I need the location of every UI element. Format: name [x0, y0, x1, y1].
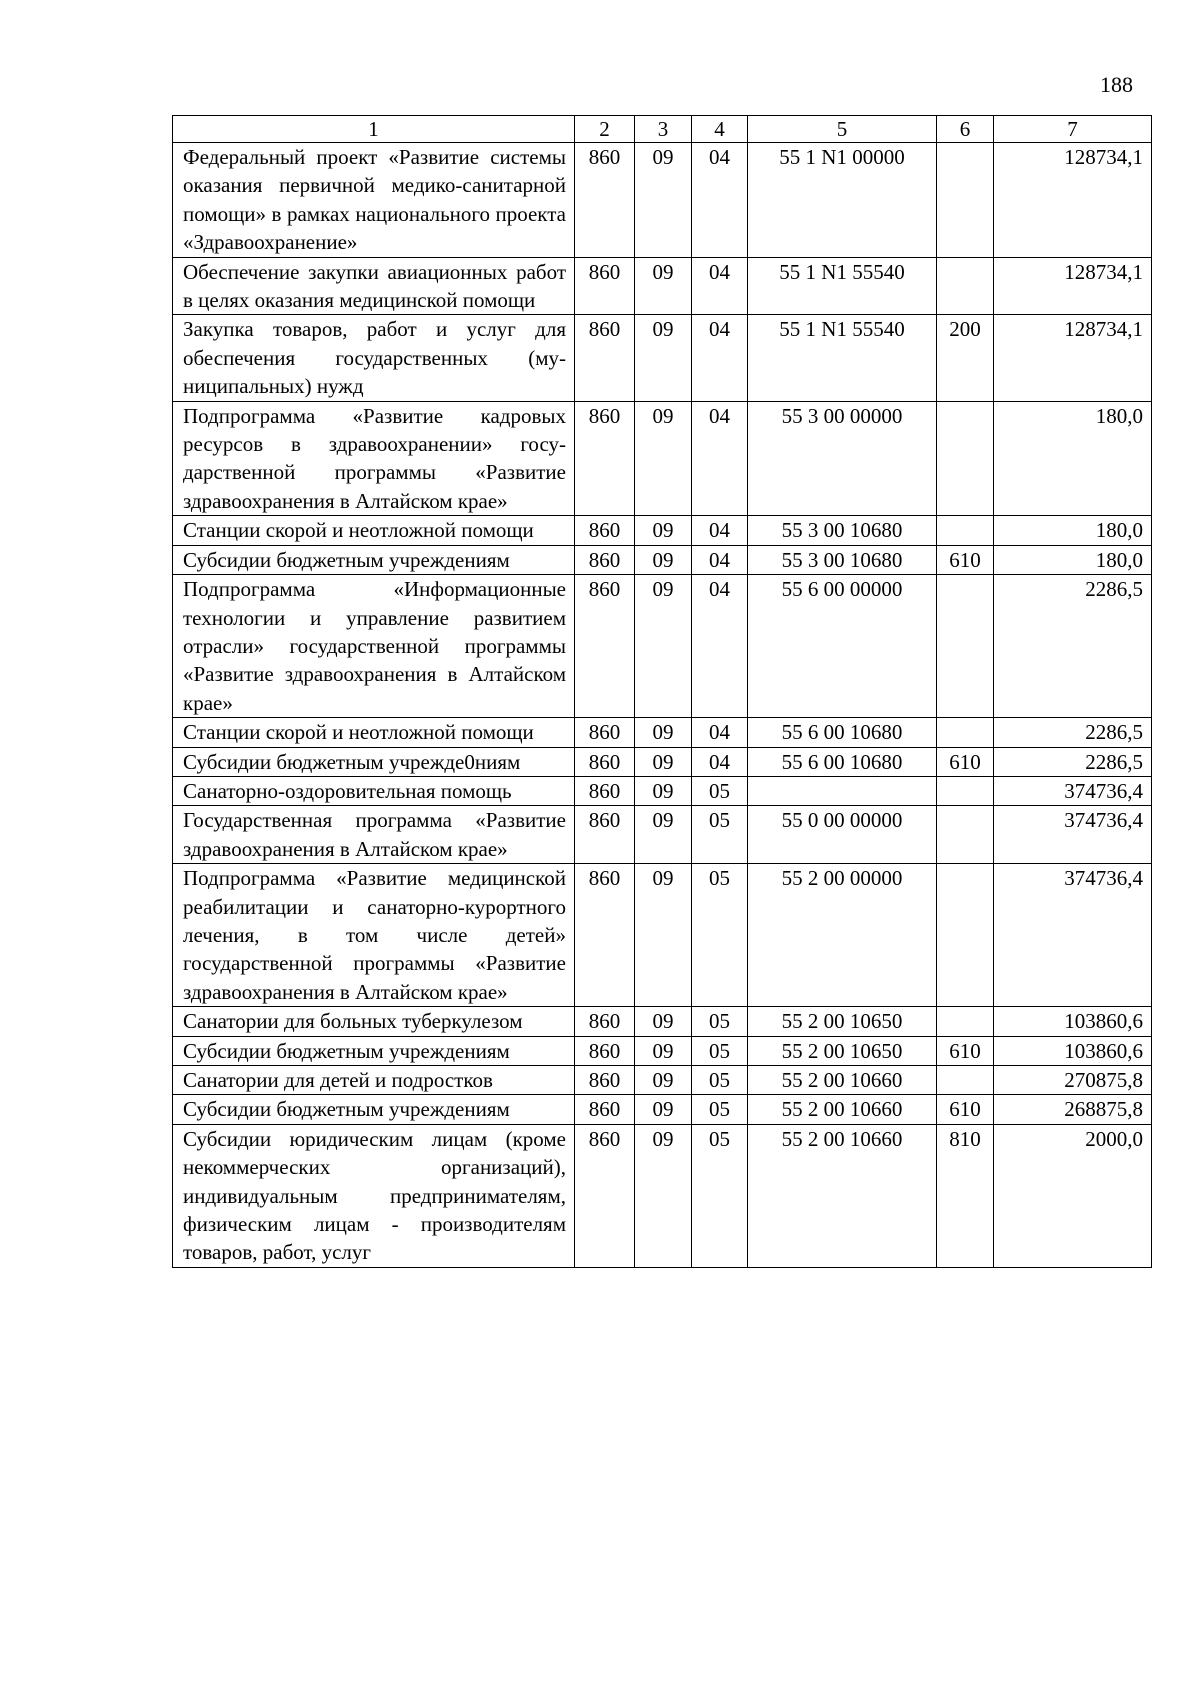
expense-type-cell: 610 [937, 1036, 994, 1065]
expense-type-cell: 610 [937, 545, 994, 574]
target-article-cell: 55 2 00 10650 [748, 1007, 937, 1036]
expense-type-cell [937, 401, 994, 516]
table-row [173, 1007, 1152, 1036]
subsection-code-cell: 04 [692, 575, 748, 718]
table-row [173, 776, 1152, 805]
amount-cell: 374736,4 [994, 864, 1152, 1007]
page-number: 188 [1100, 72, 1133, 97]
table-row [173, 1095, 1152, 1124]
expense-type-cell [937, 864, 994, 1007]
row-name-cell: Санатории для детей и подростков [173, 1066, 575, 1095]
row-name-cell: Субсидии бюджетным учрежде0ниям [173, 747, 575, 776]
section-code-cell: 09 [635, 257, 692, 315]
subsection-code-cell: 05 [692, 776, 748, 805]
amount-cell: 103860,6 [994, 1007, 1152, 1036]
amount-cell: 128734,1 [994, 143, 1152, 258]
section-code-cell: 09 [635, 747, 692, 776]
column-header-1: 1 [173, 116, 575, 143]
amount-cell: 128734,1 [994, 257, 1152, 315]
section-code-cell: 09 [635, 1124, 692, 1267]
amount-cell: 270875,8 [994, 1066, 1152, 1095]
subsection-code-cell: 05 [692, 1124, 748, 1267]
section-code-cell: 09 [635, 806, 692, 864]
column-header-7: 7 [994, 116, 1152, 143]
section-code-cell: 09 [635, 1066, 692, 1095]
table-row [173, 1036, 1152, 1065]
section-code-cell: 09 [635, 315, 692, 401]
target-article-cell: 55 2 00 10660 [748, 1124, 937, 1267]
section-code-cell: 09 [635, 776, 692, 805]
subsection-code-cell: 04 [692, 545, 748, 574]
section-code-cell: 09 [635, 545, 692, 574]
amount-cell: 374736,4 [994, 776, 1152, 805]
section-code-cell: 09 [635, 1036, 692, 1065]
table-body [173, 143, 1152, 1268]
row-name-cell: Субсидии бюджетным учреждениям [173, 1036, 575, 1065]
ministry-code-cell: 860 [575, 516, 635, 545]
row-name-cell: Закупка товаров, работ и услуг для обеспечения государственных (муниципальных) нужд [173, 315, 575, 401]
target-article-cell: 55 6 00 10680 [748, 718, 937, 747]
expense-type-cell [937, 575, 994, 718]
ministry-code-cell: 860 [575, 1036, 635, 1065]
expense-type-cell [937, 516, 994, 545]
table-row [173, 718, 1152, 747]
expense-type-cell: 200 [937, 315, 994, 401]
column-header-4: 4 [692, 116, 748, 143]
ministry-code-cell: 860 [575, 1066, 635, 1095]
budget-table [172, 115, 1152, 1268]
table-header [173, 116, 1152, 143]
row-name-cell: Субсидии бюджетным учреждениям [173, 545, 575, 574]
expense-type-cell [937, 718, 994, 747]
amount-cell: 128734,1 [994, 315, 1152, 401]
table-row [173, 747, 1152, 776]
row-name-cell: Станции скорой и неотложной помощи [173, 718, 575, 747]
subsection-code-cell: 05 [692, 864, 748, 1007]
table-row [173, 806, 1152, 864]
expense-type-cell [937, 143, 994, 258]
subsection-code-cell: 04 [692, 747, 748, 776]
target-article-cell: 55 1 N1 55540 [748, 257, 937, 315]
table-row [173, 516, 1152, 545]
subsection-code-cell: 04 [692, 516, 748, 545]
ministry-code-cell: 860 [575, 776, 635, 805]
section-code-cell: 09 [635, 143, 692, 258]
amount-cell: 180,0 [994, 516, 1152, 545]
column-header-6: 6 [937, 116, 994, 143]
ministry-code-cell: 860 [575, 1095, 635, 1124]
table-row [173, 315, 1152, 401]
expense-type-cell [937, 806, 994, 864]
ministry-code-cell: 860 [575, 747, 635, 776]
ministry-code-cell: 860 [575, 864, 635, 1007]
target-article-cell: 55 1 N1 00000 [748, 143, 937, 258]
ministry-code-cell: 860 [575, 1124, 635, 1267]
table-row [173, 1066, 1152, 1095]
target-article-cell: 55 6 00 00000 [748, 575, 937, 718]
section-code-cell: 09 [635, 718, 692, 747]
expense-type-cell [937, 1007, 994, 1036]
target-article-cell: 55 3 00 10680 [748, 545, 937, 574]
target-article-cell: 55 1 N1 55540 [748, 315, 937, 401]
ministry-code-cell: 860 [575, 806, 635, 864]
ministry-code-cell: 860 [575, 315, 635, 401]
subsection-code-cell: 04 [692, 401, 748, 516]
column-header-2: 2 [575, 116, 635, 143]
section-code-cell: 09 [635, 1007, 692, 1036]
section-code-cell: 09 [635, 575, 692, 718]
section-code-cell: 09 [635, 516, 692, 545]
subsection-code-cell: 05 [692, 1036, 748, 1065]
table-row [173, 143, 1152, 258]
row-name-cell: Санатории для больных туберкулезом [173, 1007, 575, 1036]
subsection-code-cell: 04 [692, 143, 748, 258]
column-header-3: 3 [635, 116, 692, 143]
row-name-cell: Станции скорой и неотложной помощи [173, 516, 575, 545]
subsection-code-cell: 05 [692, 806, 748, 864]
subsection-code-cell: 04 [692, 718, 748, 747]
row-name-cell: Государственная программа «Развитие здравоохранения в Алтайском крае» [173, 806, 575, 864]
subsection-code-cell: 04 [692, 257, 748, 315]
expense-type-cell: 810 [937, 1124, 994, 1267]
column-header-5: 5 [748, 116, 937, 143]
table-row [173, 864, 1152, 1007]
expense-type-cell [937, 257, 994, 315]
expense-type-cell [937, 776, 994, 805]
subsection-code-cell: 04 [692, 315, 748, 401]
ministry-code-cell: 860 [575, 257, 635, 315]
target-article-cell: 55 2 00 10660 [748, 1095, 937, 1124]
ministry-code-cell: 860 [575, 401, 635, 516]
target-article-cell: 55 2 00 10650 [748, 1036, 937, 1065]
amount-cell: 180,0 [994, 401, 1152, 516]
row-name-cell: Санаторно-оздоровительная помощь [173, 776, 575, 805]
row-name-cell: Подпрограмма «Развитие кадровых ресурсов в здравоохранении» государственной программы «Развитие здравоохранения в Алтайском крае» [173, 401, 575, 516]
subsection-code-cell: 05 [692, 1095, 748, 1124]
row-name-cell: Подпрограмма «Развитие медицинской реабилитации и санаторно-курортного лечения, в том числе детей» государственной программы «Развитие здравоохранения в Алтайском крае» [173, 864, 575, 1007]
ministry-code-cell: 860 [575, 718, 635, 747]
row-name-cell: Федеральный проект «Развитие системы оказания первичной медико-санитарной помощи» в рамках национального проекта «Здравоохранение» [173, 143, 575, 258]
amount-cell: 268875,8 [994, 1095, 1152, 1124]
expense-type-cell: 610 [937, 1095, 994, 1124]
expense-type-cell: 610 [937, 747, 994, 776]
amount-cell: 2286,5 [994, 747, 1152, 776]
target-article-cell: 55 6 00 10680 [748, 747, 937, 776]
row-name-cell: Обеспечение закупки авиационных работ в целях оказания медицинской помощи [173, 257, 575, 315]
amount-cell: 374736,4 [994, 806, 1152, 864]
table-row [173, 401, 1152, 516]
subsection-code-cell: 05 [692, 1007, 748, 1036]
table-row [173, 257, 1152, 315]
section-code-cell: 09 [635, 401, 692, 516]
table-row [173, 545, 1152, 574]
header-row [173, 116, 1152, 143]
target-article-cell [748, 776, 937, 805]
table-row [173, 1124, 1152, 1267]
target-article-cell: 55 2 00 10660 [748, 1066, 937, 1095]
table-row [173, 575, 1152, 718]
amount-cell: 2000,0 [994, 1124, 1152, 1267]
target-article-cell: 55 2 00 00000 [748, 864, 937, 1007]
target-article-cell: 55 3 00 10680 [748, 516, 937, 545]
amount-cell: 2286,5 [994, 718, 1152, 747]
ministry-code-cell: 860 [575, 545, 635, 574]
section-code-cell: 09 [635, 864, 692, 1007]
row-name-cell: Подпрограмма «Информационные технологии и управление развитием отрасли» государственной программы «Развитие здравоохранения в Алтайском крае» [173, 575, 575, 718]
row-name-cell: Субсидии юридическим лицам (кроме некоммерческих организаций), индивидуальным предпринимателям, физическим лицам - производителям товаров, работ, услуг [173, 1124, 575, 1267]
section-code-cell: 09 [635, 1095, 692, 1124]
amount-cell: 103860,6 [994, 1036, 1152, 1065]
row-name-cell: Субсидии бюджетным учреждениям [173, 1095, 575, 1124]
target-article-cell: 55 0 00 00000 [748, 806, 937, 864]
amount-cell: 2286,5 [994, 575, 1152, 718]
subsection-code-cell: 05 [692, 1066, 748, 1095]
ministry-code-cell: 860 [575, 575, 635, 718]
target-article-cell: 55 3 00 00000 [748, 401, 937, 516]
expense-type-cell [937, 1066, 994, 1095]
ministry-code-cell: 860 [575, 143, 635, 258]
ministry-code-cell: 860 [575, 1007, 635, 1036]
amount-cell: 180,0 [994, 545, 1152, 574]
